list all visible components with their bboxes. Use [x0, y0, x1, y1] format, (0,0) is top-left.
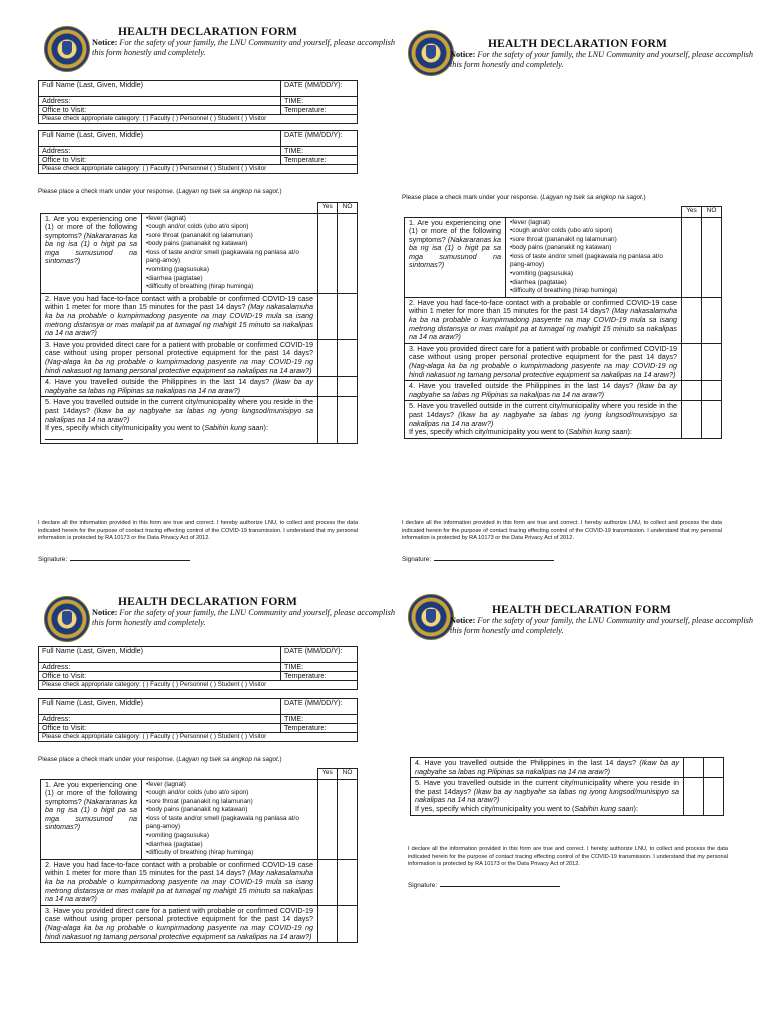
- time-field[interactable]: TIME:: [281, 715, 358, 724]
- q5-yes-box[interactable]: [318, 397, 338, 444]
- category-field[interactable]: Please check appropriate category: ( ) Faculty ( ) Personnel ( ) Student ( ) Visitor: [39, 681, 358, 690]
- date-field[interactable]: DATE (MM/DD/Y):: [281, 131, 358, 147]
- office-field[interactable]: Office to Visit:: [39, 106, 281, 115]
- form-quadrant-bottom-right: [402, 594, 768, 914]
- q5-yes-box[interactable]: [684, 778, 704, 815]
- form-quadrant-bottom-left: [38, 596, 408, 1024]
- no-header: NO: [338, 769, 358, 780]
- question-2: 2. Have you had face-to-face contact with a probable or confirmed COVID-19 case within 1 meter for more than 15 minutes for the past 14 days? (May nakasalamuha ka ba na probable o kumpirmadong pasyente na may COVID-19 mula sa isang metrong distansya or mas malapit pa at tumagal ng mahigit 15 minuto sa nakalipas na 14 na araw?): [41, 859, 318, 905]
- no-header: NO: [338, 203, 358, 214]
- q2-no-box[interactable]: [338, 859, 358, 905]
- q5-no-box[interactable]: [704, 778, 724, 815]
- temperature-field[interactable]: Temperature:: [281, 156, 358, 165]
- question-1: 1. Are you experiencing one (1) or more of the following symptoms? (Nakararanas ka ba ng isa (1) o higit pa sa mga sumusunod na sintomas?): [405, 217, 506, 297]
- university-seal-icon: [44, 596, 90, 642]
- q4-yes-box[interactable]: [318, 377, 338, 397]
- symptom-list: • fever (lagnat) • cough and/or colds (ubo at/o sipon) • sore throat (pananakit ng lalamunan) • body pains (pananakit ng katawan) • loss of taste and/or smell (pagkawala ng panlasa at/o pang-amoy) • vomiting (pagsusuka) • diarrhea (pagtatae) • difficulty of breathing (hirap huminga): [506, 217, 682, 297]
- office-field[interactable]: Office to Visit:: [39, 724, 281, 733]
- q1-yes-box[interactable]: [318, 213, 338, 293]
- info-table-2: [38, 698, 358, 742]
- check-instruction: Please place a check mark under your response. (Lagyan ng tsek sa angkop na sagot.): [402, 194, 646, 201]
- info-table-1: [38, 646, 358, 690]
- temperature-field[interactable]: Temperature:: [281, 724, 358, 733]
- symptom-list: • fever (lagnat) • cough and/or colds (ubo at/o sipon) • sore throat (pananakit ng lalamunan) • body pains (pananakit ng katawan) • loss of taste and/or smell (pagkawala ng panlasa at/o pang-amoy) • vomiting (pagsusuka) • diarrhea (pagtatae) • difficulty of breathing (hirap huminga): [142, 213, 318, 293]
- specify-line[interactable]: [45, 433, 123, 440]
- q2-no-box[interactable]: [702, 297, 722, 343]
- signature-line[interactable]: Signature:: [402, 554, 554, 563]
- q4-no-box[interactable]: [702, 381, 722, 401]
- name-field[interactable]: Full Name (Last, Given, Middle): [39, 131, 281, 147]
- form-quadrant-top-right: [402, 30, 768, 590]
- q4-no-box[interactable]: [704, 758, 724, 778]
- q3-yes-box[interactable]: [318, 905, 338, 942]
- category-field[interactable]: Please check appropriate category: ( ) Faculty ( ) Personnel ( ) Student ( ) Visitor: [39, 733, 358, 742]
- form-quadrant-top-left: [38, 26, 408, 586]
- temperature-field[interactable]: Temperature:: [281, 106, 358, 115]
- q2-yes-box[interactable]: [318, 293, 338, 339]
- q2-yes-box[interactable]: [318, 859, 338, 905]
- date-field[interactable]: DATE (MM/DD/Y):: [281, 81, 358, 97]
- time-field[interactable]: TIME:: [281, 147, 358, 156]
- name-field[interactable]: Full Name (Last, Given, Middle): [39, 647, 281, 663]
- category-field[interactable]: Please check appropriate category: ( ) Faculty ( ) Personnel ( ) Student ( ) Visitor: [39, 115, 358, 124]
- office-field[interactable]: Office to Visit:: [39, 156, 281, 165]
- question-4: 4. Have you travelled outside the Philippines in the last 14 days? (Ikaw ba ay nagbyahe sa labas ng Pilipinas sa nakalipas na 14 na araw?): [411, 758, 684, 778]
- q4-no-box[interactable]: [338, 377, 358, 397]
- question-2: 2. Have you had face-to-face contact with a probable or confirmed COVID-19 case within 1 meter for more than 15 minutes for the past 14 days? (May nakasalamuha ka ba na probable o kumpirmadong pasyente na may COVID-19 mula sa isang metrong distansya or mas malapit pa at tumagal ng mahigit 15 minuto sa nakalipas na 14 na araw?): [405, 297, 682, 343]
- address-field[interactable]: Address:: [39, 147, 281, 156]
- yes-header: Yes: [318, 769, 338, 780]
- q3-yes-box[interactable]: [318, 339, 338, 376]
- q1-no-box[interactable]: [338, 213, 358, 293]
- questions-table: [404, 206, 722, 439]
- check-instruction: Please place a check mark under your response. (Lagyan ng tsek sa angkop na sagot.): [38, 756, 282, 763]
- question-3: 3. Have you provided direct care for a patient with probable or confirmed COVID-19 case without using proper personal protective equipment for the past 14 days? (Nag-alaga ka ba ng probable o kumpirmadong pasyente na may COVID-19 ng hindi nakasuot ng tamang personal protective equipment sa nakalipas na 14 araw?): [41, 339, 318, 376]
- q5-yes-box[interactable]: [682, 401, 702, 438]
- question-3: 3. Have you provided direct care for a patient with probable or confirmed COVID-19 case without using proper personal protective equipment for the past 14 days? (Nag-alaga ka ba ng probable o kumpirmadong pasyente na may COVID-19 ng hindi nakasuot ng tamang personal protective equipment sa nakalipas na 14 araw?): [41, 905, 318, 942]
- info-table-1: [38, 80, 358, 124]
- question-3: 3. Have you provided direct care for a patient with probable or confirmed COVID-19 case without using proper personal protective equipment for the past 14 days? (Nag-alaga ka ba ng probable o kumpirmadong pasyente na may COVID-19 ng hindi nakasuot ng tamang personal protective equipment sa nakalipas na 14 araw?): [405, 343, 682, 380]
- q3-no-box[interactable]: [702, 343, 722, 380]
- university-seal-icon: [44, 26, 90, 72]
- declaration-text: I declare all the information provided in this form are true and correct. I hereby authorize LNU, to collect and process the data indicated herein for the purpose of contact tracing effecting control of the COVID-19 transmission. I understand that my personal information is protected by RA 10173 or the Data Privacy Act of 2012.: [408, 846, 728, 868]
- form-title: HEALTH DECLARATION FORM: [118, 26, 298, 38]
- questions-table: [40, 768, 358, 943]
- form-notice: Notice: For the safety of your family, the LNU Community and yourself, please accomplish this form honestly and completely.: [450, 616, 754, 635]
- q2-yes-box[interactable]: [682, 297, 702, 343]
- question-5: 5. Have you travelled outside in the current city/municipality where you reside in the past 14days? (Ikaw ba ay nagbyahe sa labas ng iyong lungsod/munisipyo sa nakalipas na 14 na araw?) If yes, specify which city/municipality you went to (Sabihin kung saan):: [41, 397, 318, 444]
- q3-no-box[interactable]: [338, 339, 358, 376]
- q3-no-box[interactable]: [338, 905, 358, 942]
- office-field[interactable]: Office to Visit:: [39, 672, 281, 681]
- address-field[interactable]: Address:: [39, 663, 281, 672]
- q1-yes-box[interactable]: [318, 779, 338, 859]
- name-field[interactable]: Full Name (Last, Given, Middle): [39, 81, 281, 97]
- questions-table: [40, 202, 358, 444]
- question-4: 4. Have you travelled outside the Philippines in the last 14 days? (Ikaw ba ay nagbyahe sa labas ng Pilipinas sa nakalipas na 14 na araw?): [41, 377, 318, 397]
- address-field[interactable]: Address:: [39, 97, 281, 106]
- q4-yes-box[interactable]: [682, 381, 702, 401]
- q4-yes-box[interactable]: [684, 758, 704, 778]
- q5-no-box[interactable]: [702, 401, 722, 438]
- signature-line[interactable]: Signature:: [38, 554, 190, 563]
- form-notice: Notice: For the safety of your family, the LNU Community and yourself, please accomplish this form honestly and completely.: [92, 38, 396, 57]
- name-field[interactable]: Full Name (Last, Given, Middle): [39, 699, 281, 715]
- q2-no-box[interactable]: [338, 293, 358, 339]
- form-title: HEALTH DECLARATION FORM: [488, 38, 668, 50]
- no-header: NO: [702, 207, 722, 218]
- temperature-field[interactable]: Temperature:: [281, 672, 358, 681]
- form-title: HEALTH DECLARATION FORM: [118, 596, 298, 608]
- declaration-text: I declare all the information provided in this form are true and correct. I hereby authorize LNU, to collect and process the data indicated herein for the purpose of contact tracing effecting control of the COVID-19 transmission. I understand that my personal information is protected by RA 10173 or the Data Privacy Act of 2012.: [38, 520, 358, 542]
- form-notice: Notice: For the safety of your family, the LNU Community and yourself, please accomplish this form honestly and completely.: [92, 608, 396, 627]
- declaration-text: I declare all the information provided in this form are true and correct. I hereby authorize LNU, to collect and process the data indicated herein for the purpose of contact tracing effecting control of the COVID-19 transmission. I understand that my personal information is protected by RA 10173 or the Data Privacy Act of 2012.: [402, 520, 722, 542]
- date-field[interactable]: DATE (MM/DD/Y):: [281, 647, 358, 663]
- symptom-list: • fever (lagnat) • cough and/or colds (ubo at/o sipon) • sore throat (pananakit ng lalamunan) • body pains (pananakit ng katawan) • loss of taste and/or smell (pagkawala ng panlasa at/o pang-amoy) • vomiting (pagsusuka) • diarrhea (pagtatae) • difficulty of breathing (hirap huminga): [142, 779, 318, 859]
- university-seal-icon: [408, 594, 454, 640]
- q1-yes-box[interactable]: [682, 217, 702, 297]
- questions-table: [410, 757, 724, 816]
- question-1: 1. Are you experiencing one (1) or more of the following symptoms? (Nakararanas ka ba ng isa (1) o higit pa sa mga sumusunod na sintomas?): [41, 213, 142, 293]
- yes-header: Yes: [318, 203, 338, 214]
- form-title: HEALTH DECLARATION FORM: [492, 604, 672, 616]
- time-field[interactable]: TIME:: [281, 663, 358, 672]
- question-1: 1. Are you experiencing one (1) or more of the following symptoms? (Nakararanas ka ba ng isa (1) o higit pa sa mga sumusunod na sintomas?): [41, 779, 142, 859]
- question-5: 5. Have you travelled outside in the current city/municipality where you reside in the past 14days? (Ikaw ba ay nagbyahe sa labas ng iyong lungsod/munisipyo sa nakalipas na 14 na araw?) If yes, specify which city/municipality you went to (Sabihin kung saan):: [411, 778, 684, 815]
- time-field[interactable]: TIME:: [281, 97, 358, 106]
- form-notice: Notice: For the safety of your family, the LNU Community and yourself, please accomplish this form honestly and completely.: [450, 50, 754, 69]
- address-field[interactable]: Address:: [39, 715, 281, 724]
- date-field[interactable]: DATE (MM/DD/Y):: [281, 699, 358, 715]
- check-instruction: Please place a check mark under your response. (Lagyan ng tsek sa angkop na sagot.): [38, 188, 282, 195]
- q1-no-box[interactable]: [702, 217, 722, 297]
- info-table-2: [38, 130, 358, 174]
- question-4: 4. Have you travelled outside the Philippines in the last 14 days? (Ikaw ba ay nagbyahe sa labas ng Pilipinas sa nakalipas na 14 na araw?): [405, 381, 682, 401]
- question-5: 5. Have you travelled outside in the current city/municipality where you reside in the past 14days? (Ikaw ba ay nagbyahe sa labas ng iyong lungsod/munisipyo sa nakalipas na 14 na araw?) If yes, specify which city/municipality you went to (Sabihin kung saan):: [405, 401, 682, 438]
- yes-header: Yes: [682, 207, 702, 218]
- category-field[interactable]: Please check appropriate category: ( ) Faculty ( ) Personnel ( ) Student ( ) Visitor: [39, 165, 358, 174]
- university-seal-icon: [408, 30, 454, 76]
- q1-no-box[interactable]: [338, 779, 358, 859]
- q3-yes-box[interactable]: [682, 343, 702, 380]
- signature-line[interactable]: Signature:: [408, 880, 560, 889]
- question-2: 2. Have you had face-to-face contact with a probable or confirmed COVID-19 case within 1 meter for more than 15 minutes for the past 14 days? (May nakasalamuha ka ba na probable o kumpirmadong pasyente na may COVID-19 mula sa isang metrong distansya or mas malapit pa at tumagal ng mahigit 15 minuto sa nakalipas na 14 na araw?): [41, 293, 318, 339]
- q5-no-box[interactable]: [338, 397, 358, 444]
